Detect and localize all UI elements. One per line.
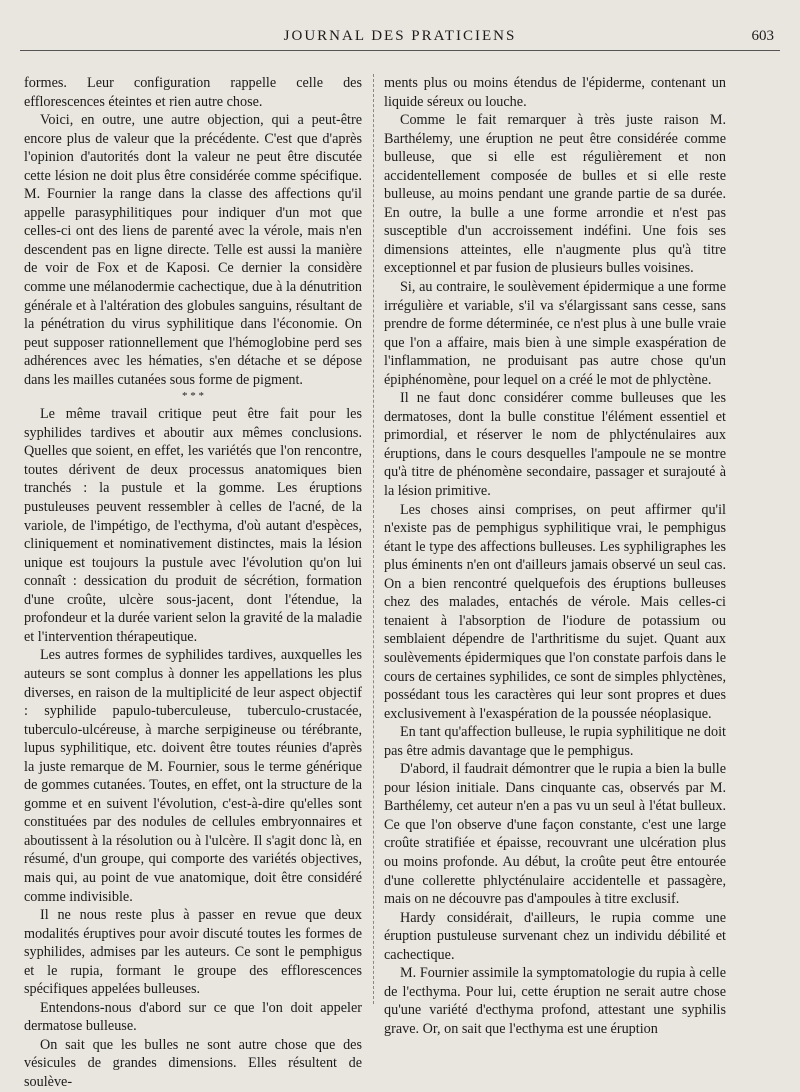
- paragraph: formes. Leur configuration rappelle celle des efflorescences éteintes et rien autre chose.: [24, 75, 362, 110]
- paragraph: Les choses ainsi comprises, on peut affirmer qu'il n'existe pas de pemphigus syphilitique vrai, le pemphigus étant le type des affections bulleuses. Les syphiligraphes les plus éminents n'en ont d'ailleurs jamais observé un seul cas. On a bien rencontré quelquefois des éruptions bulleuses chez des malades, entachés de vérole. Mais celles-ci tenaient à l'absorption de l'iodure de potassium ou semblaient dépendre de l'arthritisme du sujet. Quant aux soulèvements épidermiques que l'on constate parfois dans le cours de certaines syphilides, ce sont de simples phlyctènes, possédant tous les caractères qui leur sont propres et dues exclusivement à l'exaspération de la poussée néoplasique.: [384, 501, 726, 722]
- paragraph: En tant qu'affection bulleuse, le rupia syphilitique ne doit pas être admis davantage que le pemphigus.: [384, 724, 726, 759]
- paragraph: ments plus ou moins étendus de l'épiderme, contenant un liquide séreux ou louche.: [384, 75, 726, 110]
- left-column: [24, 74, 362, 1090]
- paragraph: Si, au contraire, le soulèvement épidermique a une forme irrégulière et variable, s'il va s'élargissant sans cesse, sans prendre de forme déterminée, ce n'est plus à une bulle vraie que l'on a affaire, mais bien à une simple exaspération de l'inflammation, ne produisant pas autre chose qu'un épiphénomène, pour lequel on a créé le mot de phlyctène.: [384, 279, 726, 388]
- paragraph: Il ne nous reste plus à passer en revue que deux modalités éruptives pour avoir discuté toutes les formes de syphilides, admises par les auteurs. Ce sont le pemphigus et le rupia, formant le groupe des efflorescences spécifiques appelées bulleuses.: [24, 907, 362, 998]
- paragraph: Comme le fait remarquer à très juste raison M. Barthélemy, une éruption ne peut être considérée comme bulleuse, que si elle est régulièrement et non accidentellement composée de bulles et si elle reste bulleuse, au moins pendant une grande partie de sa durée. En outre, la bulle a une forme arrondie et n'est pas susceptible d'un accroissement indéfini. Une fois ses dimensions atteintes, elle n'augmente plus qu'à titre exceptionnel et par fusion de plusieurs bulles voisines.: [384, 112, 726, 277]
- paragraph: Entendons-nous d'abord sur ce que l'on doit appeler dermatose bulleuse.: [24, 999, 362, 1035]
- column-divider: [373, 74, 374, 1004]
- section-break-asterism: * * *: [182, 390, 204, 403]
- paragraph: Il ne faut donc considérer comme bulleuses que les dermatoses, dont la bulle constitue l'élément essentiel et primordial, et réserver le nom de phlycténulaires aux éruptions, dans le cours desquelles l'ampoule ne se montre qu'à titre de phénomène secondaire, passager et surajouté à la lésion primitive.: [384, 390, 726, 500]
- paragraph: D'abord, il faudrait démontrer que le rupia a bien la bulle pour lésion initiale. Dans cinquante cas, observés par M. Barthélemy, cet auteur n'en a pas vu un seul à l'état bulleux. Ce que l'on observe d'une façon constante, c'est une large croûte stratifiée et épaisse, recouvrant une ulcération plus ou moins profonde. Au début, la croûte peut être entourée d'une collerette phlycténulaire accidentelle et passagère, mais on ne découvre pas d'ampoules à titre exclusif.: [384, 761, 726, 908]
- paragraph: Le même travail critique peut être fait pour les syphilides tardives et aboutir aux mêmes conclusions. Quelles que soient, en effet, les variétés que l'on rencontre, toutes dérivent de deux processus anatomiques bien tranchés : la pustule et la gomme. Les éruptions pustuleuses peuvent ressembler à celles de l'acné, de la variole, de l'impétigo, de l'ecthyma, d'où autant d'espèces, cliniquement et nominativement distinctes, mais la lésion unique est toujours la pustule avec l'évolution qu'on lui connaît : dessication du produit de sécrétion, formation d'une croûte, ulcère sous-jacent, dont l'étendue, la profondeur et la durée varient selon la gravité de la maladie et l'intervention thérapeutique.: [24, 406, 362, 645]
- paragraph: On sait que les bulles ne sont autre chose que des vésicules de grandes dimensions. Elles résultent de soulève-: [24, 1036, 362, 1090]
- page-header: [20, 24, 780, 51]
- page-number: 603: [751, 28, 774, 44]
- paragraph: Voici, en outre, une autre objection, qui a peut-être encore plus de valeur que la précédente. C'est que d'après l'opinion d'autorités dont la valeur ne peut être discutée cette lésion ne doit plus être considérée comme spécifique. M. Fournier la range dans la classe des affections qu'il appelle parasyphilitiques pour indiquer d'un mot que celles-ci ont des liens de parenté avec la vérole, mais n'en descendent pas en ligne directe. Telle est aussi la manière de voir de Fox et de Kaposi. Ce dernier la considère comme une mélanodermie cachectique, due à la dénutrition générale et à l'altération des globules sanguins, résultant de la pénétration du virus syphilitique dans l'économie. On peut supposer rationnellement que l'hémoglobine perd ses adhérences avec les hématies, s'en détache et se dépose dans les mailles cutanées sous forme de pigment.: [24, 112, 362, 388]
- running-title: JOURNAL DES PRATICIENS: [283, 28, 517, 44]
- right-column: [384, 74, 726, 1037]
- paragraph: Les autres formes de syphilides tardives, auxquelles les auteurs se sont complus à donner les appellations les plus diverses, en raison de la multiplicité de leur aspect objectif : syphilide papulo-tuberculeuse, tuberculo-crustacée, tuberculo-ulcéreuse, à marche serpigineuse ou térébrante, lupus syphilitique, etc. doivent être toutes réunies d'après la juste remarque de M. Fournier, sous le terme générique de gommes cutanées. Toutes, en effet, ont la structure de la gomme et en suivent l'évolution, c'est-à-dire qu'elles sont constituées par des nodules de cellules embryonnaires et aboutissent à la résolution ou à l'ulcère. Il s'agit donc là, en résumé, d'un groupe, qui comporte des variétés objectives, mais qui, au point de vue anatomique, doit être considéré comme indivisible.: [24, 647, 362, 905]
- paragraph: Hardy considérait, d'ailleurs, le rupia comme une éruption pustuleuse survenant chez un individu débilité et cachectique.: [384, 909, 726, 963]
- paragraph: M. Fournier assimile la symptomatologie du rupia à celle de l'ecthyma. Pour lui, cette éruption ne serait autre chose qu'une variété d'ecthyma profond, attestant une syphilis grave. Or, on sait que l'ecthyma est une éruption: [384, 965, 726, 1037]
